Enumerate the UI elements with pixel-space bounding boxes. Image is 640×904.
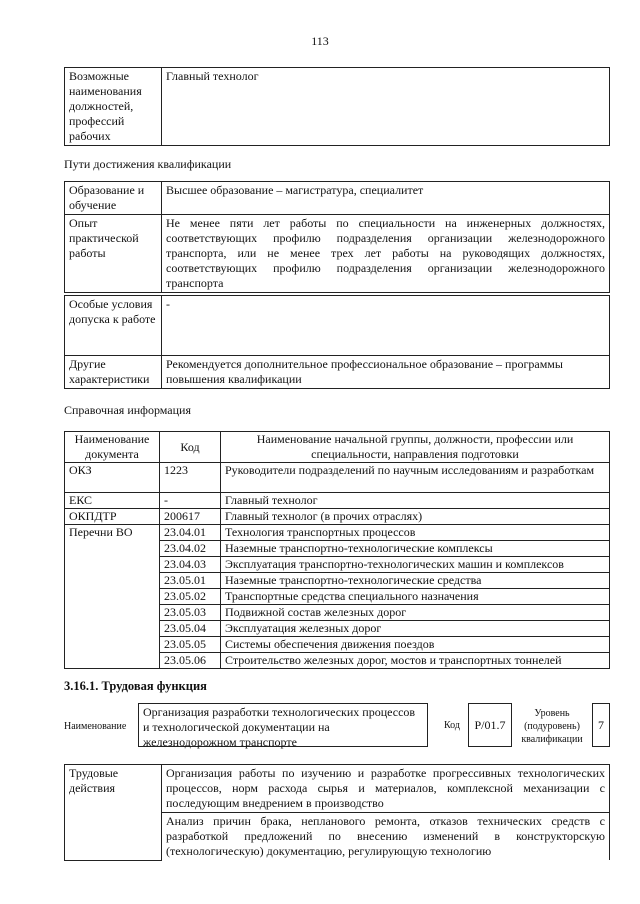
okpdtr-doc: ОКПДТР: [65, 509, 160, 525]
okz-name: Руководители подразделений по научным исследованиям и разработкам: [221, 463, 610, 493]
experience-label: Опыт практической работы: [65, 215, 162, 293]
vo-code: 23.05.01: [160, 573, 221, 589]
vo-code: 23.05.06: [160, 653, 221, 669]
eks-name: Главный технолог: [221, 493, 610, 509]
vo-code: 23.05.02: [160, 589, 221, 605]
eks-code: -: [160, 493, 221, 509]
vo-code: 23.05.04: [160, 621, 221, 637]
table-row: [65, 525, 610, 541]
special-label: Особые условия допуска к работе: [65, 296, 162, 356]
vo-code: 23.05.05: [160, 637, 221, 653]
table-row: [65, 463, 610, 493]
qual-paths-title: Пути достижения квалификации: [64, 157, 232, 171]
tf-level-label: Уровень (подуровень) квалификации: [521, 708, 583, 745]
tf-level-value: 7: [592, 703, 610, 747]
labor-action: Организация работы по изучению и разработке прогрессивных технологических процессов, норм расхода сырья и материалов, комплексной механизации с последующим внедрением в производство: [162, 765, 610, 813]
special-value: -: [162, 296, 610, 356]
experience-value: Не менее пяти лет работы по специальности на инженерных должностях, соответствующих профилю подразделения организации железнодорожного транспорта, или не менее трех лет работы на руководящих должностях, соответствующих профилю подразделения организации железнодорожного транспорта: [162, 215, 610, 293]
tf-name-value: Организация разработки технологических процессов и технологической документации на железнодорожном транспорте: [138, 703, 428, 747]
education-value: Высшее образование – магистратура, специалитет: [162, 182, 610, 215]
vo-name: Подвижной состав железных дорог: [221, 605, 610, 621]
positions-label: Возможные наименования должностей, профессий рабочих: [65, 68, 162, 146]
ref-header-name: Наименование начальной группы, должности, профессии или специальности, направления подготовки: [221, 432, 610, 463]
tf-code-value: P/01.7: [468, 703, 512, 747]
vo-name: Наземные транспортно-технологические средства: [221, 573, 610, 589]
vo-name: Строительство железных дорог, мостов и транспортных тоннелей: [221, 653, 610, 669]
table-row: [65, 509, 610, 525]
tf-title: 3.16.1. Трудовая функция: [64, 679, 207, 693]
labor-table: [64, 764, 610, 861]
ref-header-doc: Наименование документа: [65, 432, 160, 463]
eks-doc: ЕКС: [65, 493, 160, 509]
special-table: [64, 295, 610, 389]
okz-doc: ОКЗ: [65, 463, 160, 493]
vo-name: Системы обеспечения движения поездов: [221, 637, 610, 653]
other-label: Другие характеристики: [65, 356, 162, 389]
vo-name: Технология транспортных процессов: [221, 525, 610, 541]
okpdtr-name: Главный технолог (в прочих отраслях): [221, 509, 610, 525]
qual-paths-table: [64, 181, 610, 293]
vo-name: Эксплуатация транспортно-технологических машин и комплексов: [221, 557, 610, 573]
ref-header-code: Код: [160, 432, 221, 463]
positions-table: [64, 67, 610, 146]
tf-name-label: Наименование: [64, 721, 127, 732]
labor-label: Трудовые действия: [65, 765, 162, 861]
vo-code: 23.04.01: [160, 525, 221, 541]
vo-doc: Перечни ВО: [65, 525, 160, 669]
vo-code: 23.04.03: [160, 557, 221, 573]
okz-code: 1223: [160, 463, 221, 493]
education-label: Образование и обучение: [65, 182, 162, 215]
vo-name: Транспортные средства специального назначения: [221, 589, 610, 605]
labor-action: Анализ причин брака, непланового ремонта, отказов технических средств с разработкой предложений по внесению изменений в конструкторскую (технологическую) документацию, регулирующую технологию: [162, 813, 610, 861]
other-value: Рекомендуется дополнительное профессиональное образование – программы повышения квалификации: [162, 356, 610, 389]
page-number: 113: [311, 34, 329, 48]
okpdtr-code: 200617: [160, 509, 221, 525]
vo-code: 23.04.02: [160, 541, 221, 557]
table-row: [65, 493, 610, 509]
positions-value: Главный технолог: [162, 68, 610, 146]
vo-name: Эксплуатация железных дорог: [221, 621, 610, 637]
ref-table: [64, 431, 610, 669]
vo-code: 23.05.03: [160, 605, 221, 621]
ref-title: Справочная информация: [64, 403, 191, 417]
tf-code-label: Код: [444, 720, 460, 731]
vo-name: Наземные транспортно-технологические комплексы: [221, 541, 610, 557]
